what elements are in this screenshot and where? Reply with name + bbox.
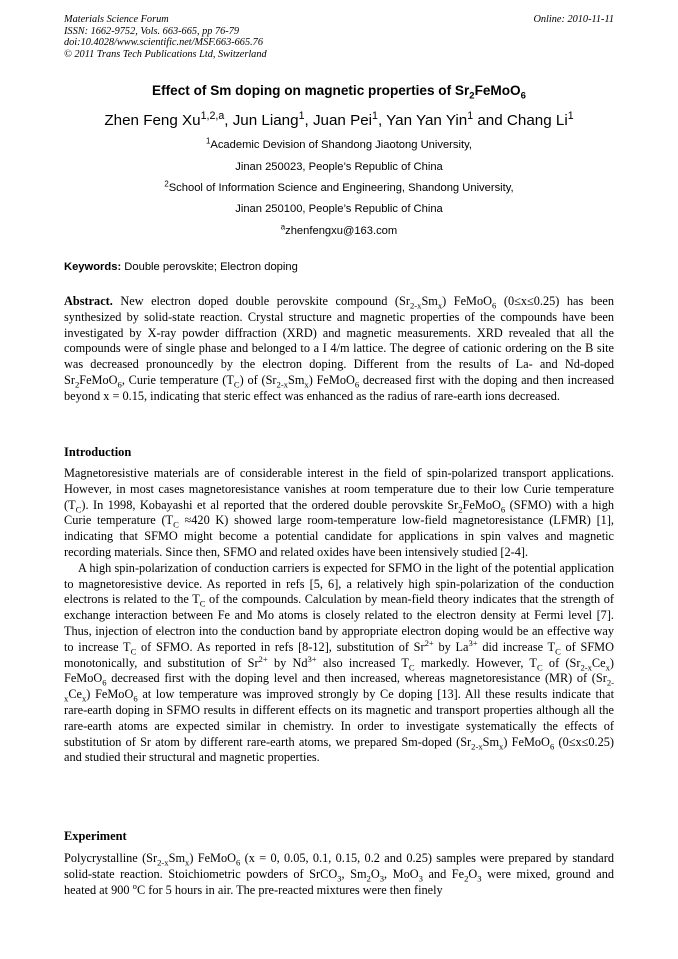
affiliation-2-line-1: $^2$School of Information Science and Engineering, Shandong University, xyxy=(164,179,514,194)
author-email: $^a$zhenfengxu@163.com xyxy=(280,222,398,237)
experiment-body xyxy=(64,851,614,898)
abstract: Abstract. New electron doped double perovskite compound $(Sr_{2-x}Sm_x)$ FeMoO$_6$ (0≤x≤0.25) has been synthesized by solid-state reaction. Crystal structure and magnetic properties of the compounds have been investigated by X-ray powder diffraction (XRD) and magnetic measurements. XRD revealed that all the compounds were of single phase and belonged to a I 4/m lattice. The degree of cationic ordering on the B site was decreased pronouncedly by the electron doping. Different from the results of La- and Nd-doped $Sr_2FeMoO_6$, Curie temperature $(T_C)$ of $(Sr_{2-x}Sm_x)$ FeMoO$_6$ decreased first with the doping and then increased beyond x = 0.15, indicating that steric effect was enhanced as the radius of rare-earth ions decreased. xyxy=(64,294,614,403)
issn-line: ISSN: 1662-9752, Vols. 663-665, pp 76-79 xyxy=(64,25,240,37)
journal-header xyxy=(64,14,614,60)
paper-title: Effect of Sm doping on magnetic properties of $Sr_2FeMoO_6$ xyxy=(152,83,526,102)
introduction-body xyxy=(64,466,614,766)
journal-name: Materials Science Forum xyxy=(64,14,169,25)
affiliation-2-line-2: Jinan 250100, People’s Republic of China xyxy=(235,203,443,215)
experiment-heading: Experiment xyxy=(64,829,127,843)
copyright-line: © 2011 Trans Tech Publications Ltd, Switzerland xyxy=(64,48,267,60)
introduction-heading: Introduction xyxy=(64,445,132,459)
affiliation-1-line-1: $^1$Academic Devision of Shandong Jiaotong University, xyxy=(206,136,472,151)
keywords: Keywords: Double perovskite; Electron doping xyxy=(64,261,298,273)
online-date: Online: 2010-11-11 xyxy=(533,14,614,25)
experiment-paragraph-1: Polycrystalline $(Sr_{2-x}Sm_x)$ FeMoO$_6$ (x = 0, 0.05, 0.1, 0.15, 0.2 and 0.25) samples were prepared by standard solid-state reaction. Stoichiometric powders of SrCO$_3$, $Sm_2O_3$, MoO$_3$ and $Fe_2O_3$ were mixed, ground and heated at 900 $^o$C for 5 hours in air. The pre-reacted mixtures were then finely xyxy=(64,851,614,897)
intro-paragraph-2: A high spin-polarization of conduction carriers is expected for SFMO in the light of the potential application to magnetoresistive device. As reported in refs [5, 6], a relatively high spin-polarization of the conduction electrons is related to the $T_C$ of the compounds. Calculation by mean-field theory indicates that the strength of exchange interaction between Fe and Mo atoms is closely related to the electron density at Fermi level [7]. Thus, injection of electron into the conduction band by appropriate electron doping would be an effective way to increase $T_C$ of SFMO. As reported in refs [8-12], substitution of $Sr^{2+}$ by $La^{3+}$ did increase $T_C$ of SFMO monotonically, and substitution of $Sr^{2+}$ by $Nd^{3+}$ also increased $T_C$ markedly. However, $T_C$ of $(Sr_{2-x}Ce_x)$ FeMoO$_6$ decreased first with the doping level and then increased, whereas magnetoresistance (MR) of $(Sr_{2-x}Ce_x)$ FeMoO$_6$ at low temperature was improved strongly by Ce doping [13]. All these results indicate that rare-earth doping in SFMO results in different effects on its magnetic and transport properties although all the rare-earth atoms are expected similar in chemistry. In order to investigate systematically the effects of substitution of Sr atom by different rare-earth atoms, we prepared Sm-doped $(Sr_{2-x}Sm_x)$ FeMoO$_6$ (0≤x≤0.25) and studied their structural and magnetic properties. xyxy=(64,560,615,765)
intro-paragraph-1: Magnetoresistive materials are of considerable interest in the field of spin-polarized transport applications. However, in most cases magnetoresistance vanishes at room temperature due to their low Curie temperature $(T_C)$. In 1998, Kobayashi et al reported that the ordered double perovskite $Sr_2FeMoO_6$ (SFMO) with a high Curie temperature ($T_C \approx 420$ K) showed large room-temperature low-field magnetoresistance (LFMR) [1], indicating that SFMO might become a potential candidate for applications in spin valves and magnetic recording materials. Since then, SFMO and related oxides have been intensively studied [2-4]. xyxy=(64,466,615,559)
affiliation-1-line-2: Jinan 250023, People’s Republic of China xyxy=(235,161,443,173)
doi-line: doi:10.4028/www.scientific.net/MSF.663-665.76 xyxy=(64,37,263,49)
author-list: Zhen Feng Xu$^{1,2,a}$, Jun Liang$^1$, Juan Pei$^1$, Yan Yan Yin$^1$ and Chang Li$^1$ xyxy=(104,109,574,129)
